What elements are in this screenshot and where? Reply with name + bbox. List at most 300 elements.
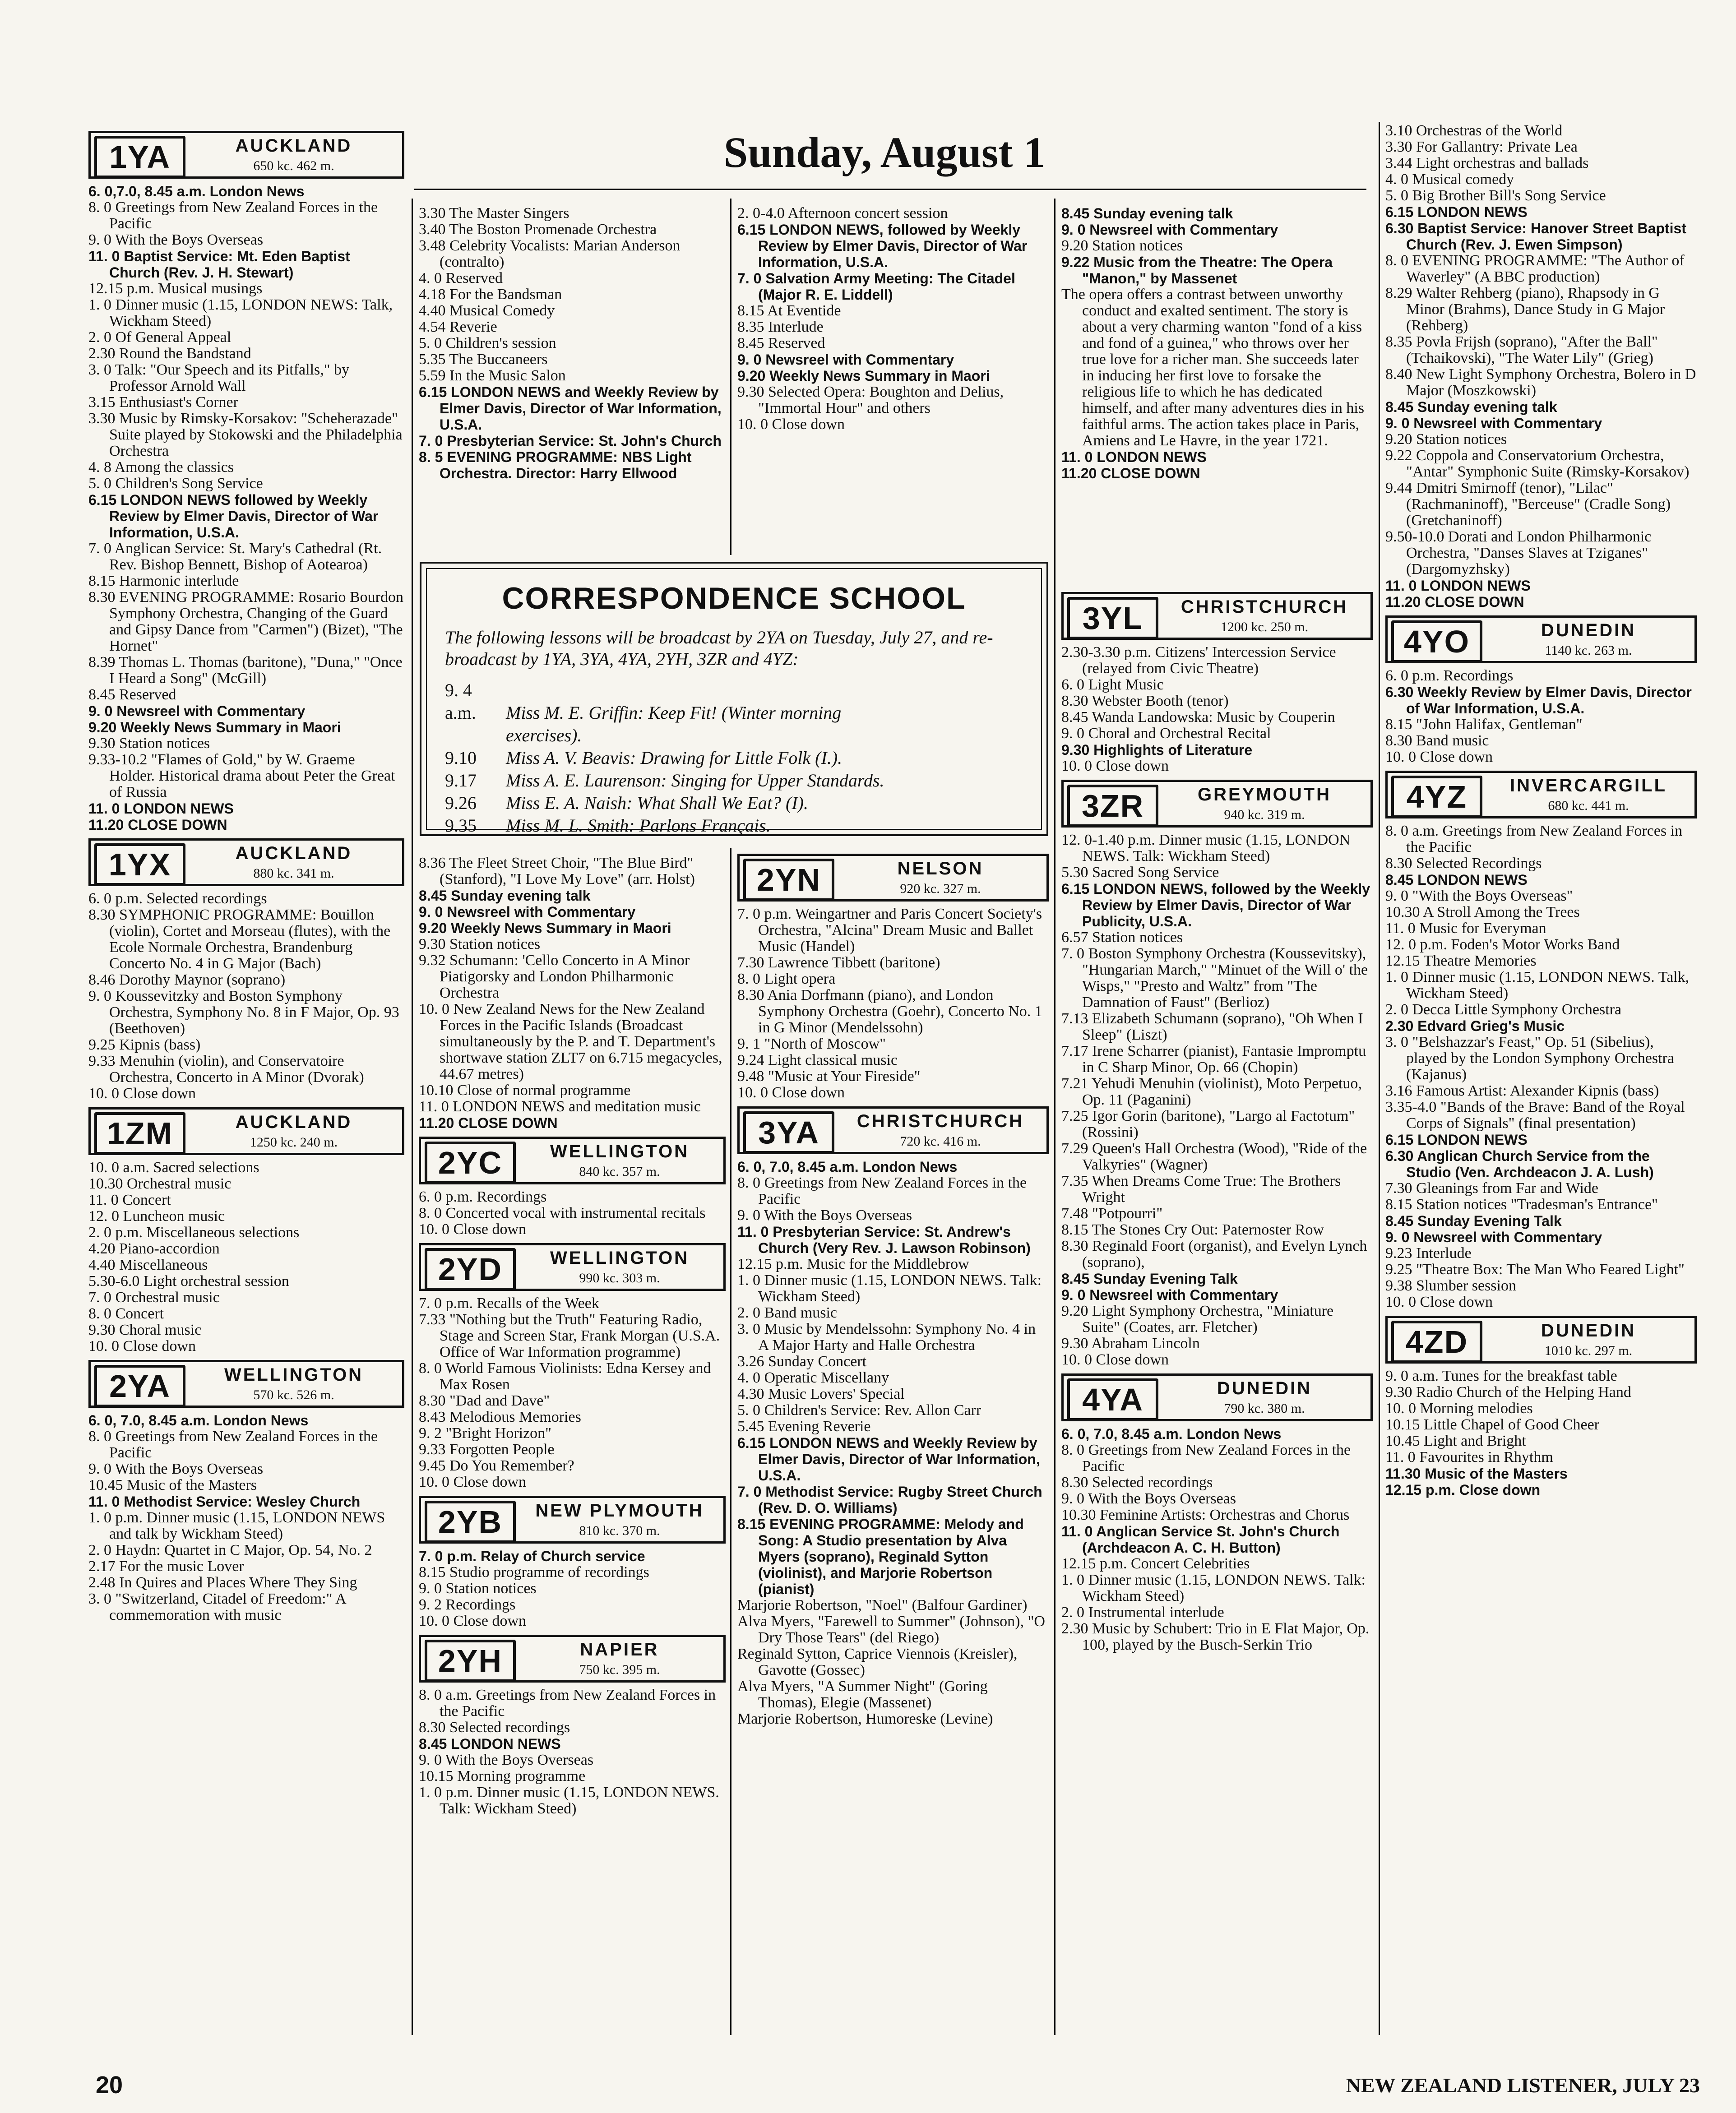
program-entry: 8.30 SYMPHONIC PROGRAMME: Bouillon (violin), Cortet and Morseau (flutes), with the Ecole Normale Orchestra, Brandenburg Concerto No. 4 in G Major (Bach) <box>88 906 391 972</box>
program-entry: 5.45 Evening Reverie <box>737 1418 871 1435</box>
column-divider <box>1054 199 1055 555</box>
program-entry: 10. 0 Close down <box>737 1084 845 1101</box>
program-entry: 8.15 At Eventide <box>737 302 841 319</box>
program-entry: 2.48 In Quires and Places Where They Sing <box>88 1574 357 1591</box>
program-entry: 3.35-4.0 "Bands of the Brave: Band of the Royal Corps of Signals" (final presentation) <box>1385 1099 1685 1132</box>
program-entry: 8.45 Sunday Evening Talk <box>1385 1213 1562 1229</box>
program-entry: 4. 0 Musical comedy <box>1385 171 1514 188</box>
program-entry: 11. 0 Methodist Service: Wesley Church <box>88 1493 361 1510</box>
program-entry: 10.10 Close of normal programme <box>419 1082 631 1099</box>
program-entry: 11. 0 LONDON NEWS <box>1061 449 1207 465</box>
program-list-2yc <box>419 1189 726 1238</box>
program-entry: 9.30 Station notices <box>419 936 541 952</box>
program-entry: 8.45 Sunday evening talk <box>1061 205 1233 222</box>
program-entry: 1. 0 p.m. Dinner music (1.15, LONDON NEWS and talk by Wickham Steed) <box>88 1509 385 1542</box>
lesson-line <box>445 747 1023 769</box>
program-entry: 2.30 Edvard Grieg's Music <box>1385 1018 1565 1034</box>
station-city: WELLINGTON <box>550 1248 690 1268</box>
program-entry: 8.15 "John Halifax, Gentleman" <box>1385 716 1583 733</box>
station-header-4yo <box>1385 615 1697 663</box>
program-entry: 9.44 Dmitri Smirnoff (tenor), "Lilac" (Rachmaninoff), "Berceuse" (Cradle Song) (Gretchaninoff) <box>1385 480 1671 529</box>
page-number: 20 <box>96 2071 123 2099</box>
program-entry: 6. 0,7.0, 8.45 a.m. London News <box>88 183 305 199</box>
program-entry: 11. 0 Music for Everyman <box>1385 920 1546 937</box>
program-entry: 7.17 Irene Scharrer (pianist), Fantasie Impromptu in C Sharp Minor, Op. 66 (Chopin) <box>1061 1043 1366 1076</box>
program-entry: 8.45 LONDON NEWS <box>1385 872 1528 888</box>
program-entry: 9. 0 Newsreel with Commentary <box>1385 1229 1602 1245</box>
program-entry: 1. 0 Dinner music (1.15, LONDON NEWS. Talk: Wickham Steed) <box>737 1272 1042 1305</box>
program-entry: 8.30 Band music <box>1385 732 1489 749</box>
program-entry: 10.15 Little Chapel of Good Cheer <box>1385 1416 1600 1433</box>
station-header-3ya <box>737 1106 1049 1154</box>
program-entry: 7. 0 Presbyterian Service: St. John's Church <box>419 433 722 449</box>
program-entry: 9.30 Abraham Lincoln <box>1061 1335 1200 1352</box>
program-entry: 9. 0 Newsreel with Commentary <box>1061 222 1278 238</box>
program-entry: 8.30 Selected recordings <box>1061 1474 1213 1491</box>
program-list-2ya-cont <box>419 205 726 481</box>
column-divider <box>1054 555 1055 2035</box>
program-entry: 2.30 Music by Schubert: Trio in E Flat Major, Op. 100, played by the Busch-Serkin Trio <box>1061 1620 1370 1653</box>
station-frequency: 1010 kc. 297 m. <box>1544 1343 1633 1358</box>
station-frequency: 750 kc. 395 m. <box>579 1662 660 1677</box>
program-entry: 2. 0 Decca Little Symphony Orchestra <box>1385 1001 1622 1018</box>
program-entry: 3.30 The Master Singers <box>419 205 569 222</box>
station-call-sign: 2YB <box>425 1501 516 1543</box>
station-call-sign: 1ZM <box>94 1112 185 1155</box>
station-city: DUNEDIN <box>1541 620 1636 640</box>
program-entry: 9.33 Forgotten People <box>419 1441 555 1458</box>
lesson-line <box>445 769 1023 792</box>
program-entry: 4. 0 Reserved <box>419 270 503 287</box>
program-list-4ya-cont <box>1385 123 1697 610</box>
program-entry: 6.30 Anglican Church Service from the Studio (Ven. Archdeacon J. A. Lush) <box>1385 1148 1654 1180</box>
lesson-time: 9.17 <box>445 770 477 791</box>
program-entry: 4.20 Piano-accordion <box>88 1240 220 1257</box>
program-entry: 8.15 The Stones Cry Out: Paternoster Row <box>1061 1221 1324 1238</box>
program-entry: 6.30 Baptist Service: Hanover Street Baptist Church (Rev. J. Ewen Simpson) <box>1385 220 1686 253</box>
station-city: NEW PLYMOUTH <box>535 1501 704 1521</box>
program-entry: 6.15 LONDON NEWS <box>1385 204 1528 220</box>
station-call-sign: 2YD <box>425 1248 516 1290</box>
page-heading: Sunday, August 1 <box>723 128 1046 176</box>
program-entry: 1. 0 Dinner music (1.15, LONDON NEWS. Talk, Wickham Steed) <box>1385 969 1690 1002</box>
heading-rule <box>414 189 1366 190</box>
station-call-sign: 4YA <box>1067 1378 1158 1421</box>
program-entry: 9.30 Selected Opera: Boughton and Delius, "Immortal Hour" and others <box>737 384 1004 416</box>
column-4-top <box>1061 205 1373 481</box>
station-call-sign: 3YL <box>1067 597 1158 639</box>
program-entry: 11. 0 Baptist Service: Mt. Eden Baptist Church (Rev. J. H. Stewart) <box>88 248 350 281</box>
program-entry: 10. 0 Close down <box>1385 749 1493 765</box>
correspondence-school-box <box>420 562 1048 836</box>
program-entry: 11.30 Music of the Masters <box>1385 1466 1568 1482</box>
program-entry: 9.25 "Theatre Box: The Man Who Feared Light" <box>1385 1261 1685 1278</box>
station-frequency: 570 kc. 526 m. <box>253 1387 334 1402</box>
program-entry: 11.20 CLOSE DOWN <box>88 817 227 833</box>
program-entry: 4.30 Music Lovers' Special <box>737 1386 905 1402</box>
program-entry: 12.15 p.m. Musical musings <box>88 280 263 297</box>
program-entry: 12.15 p.m. Music for the Middlebrow <box>737 1256 969 1272</box>
program-entry: 7. 0 Anglican Service: St. Mary's Cathedral (Rt. Rev. Bishop Bennett, Bishop of Aotearoa) <box>88 540 382 573</box>
program-entry: 9. 0 Choral and Orchestral Recital <box>1061 725 1271 742</box>
program-entry: 7.21 Yehudi Menuhin (violinist), Moto Perpetuo, Op. 11 (Paganini) <box>1061 1075 1362 1108</box>
program-entry: 8.45 Sunday evening talk <box>419 888 591 904</box>
program-entry: 8.45 Reserved <box>88 686 176 703</box>
program-entry: 8. 0 Greetings from New Zealand Forces in the Pacific <box>1061 1442 1351 1475</box>
lesson-continuation: exercises). <box>506 725 582 745</box>
station-header-4zd <box>1385 1316 1697 1364</box>
program-entry: 2. 0 Band music <box>737 1304 837 1321</box>
program-entry: 7. 0 p.m. Recalls of the Week <box>419 1295 599 1312</box>
program-entry: 7.48 "Potpourri" <box>1061 1205 1163 1222</box>
program-entry: 8.35 Povla Frijsh (soprano), "After the Ball" (Tchaikovski), "The Water Lily" (Grieg) <box>1385 333 1658 366</box>
program-entry: 4.54 Reverie <box>419 319 497 335</box>
program-list-3ya <box>737 1159 1049 1727</box>
program-entry: 8.45 Reserved <box>737 335 825 351</box>
program-entry: 11. 0 LONDON NEWS <box>88 800 234 817</box>
program-entry: 8. 5 EVENING PROGRAMME: NBS Light Orchestra. Director: Harry Ellwood <box>419 449 692 481</box>
station-city: DUNEDIN <box>1217 1378 1312 1398</box>
station-header-1zm <box>88 1107 404 1155</box>
program-entry: 3. 0 "Belshazzar's Feast," Op. 51 (Sibelius), played by the London Symphony Orchestra (Kajanus) <box>1385 1034 1674 1083</box>
program-entry: 8.15 EVENING PROGRAMME: Melody and Song: A Studio presentation by Alva Myers (soprano), Reginald Sytton (violinist), and Marjorie Robertson (pianist) <box>737 1516 1024 1597</box>
program-entry: 8. 0 Greetings from New Zealand Forces in the Pacific <box>88 199 378 232</box>
lesson-title: Miss A. E. Laurenson: Singing for Upper Standards. <box>506 770 884 791</box>
program-entry: 9.38 Slumber session <box>1385 1277 1516 1294</box>
program-entry: 8. 0 EVENING PROGRAMME: "The Author of Waverley" (A BBC production) <box>1385 252 1685 285</box>
program-entry: 5.59 In the Music Salon <box>419 367 566 384</box>
program-entry: 6. 0 p.m. Selected recordings <box>88 890 267 907</box>
program-entry: 7.25 Igor Gorin (baritone), "Largo al Factotum" (Rossini) <box>1061 1108 1355 1141</box>
station-header-2ya <box>88 1360 404 1408</box>
program-entry: 3.26 Sunday Concert <box>737 1353 867 1370</box>
station-frequency: 840 kc. 357 m. <box>579 1164 660 1179</box>
program-entry: 3.30 For Gallantry: Private Lea <box>1385 139 1578 155</box>
program-entry: 9.30 Choral music <box>88 1322 202 1338</box>
program-entry: 10. 0 New Zealand News for the New Zealand Forces in the Pacific Islands (Broadcast simultaneously by the P. and T. Department's shortwave station ZLT7 on 6.715 megacycles, 44.67 metres) <box>419 1001 722 1082</box>
program-entry: 7. 0 p.m. Relay of Church service <box>419 1548 645 1564</box>
program-entry: 11. 0 LONDON NEWS and meditation music <box>419 1098 701 1115</box>
lesson-line <box>445 792 1023 814</box>
program-entry: 8.30 Webster Booth (tenor) <box>1061 693 1229 709</box>
program-entry: 1. 0 Dinner music (1.15, LONDON NEWS: Talk, Wickham Steed) <box>88 296 393 329</box>
program-entry: 4.40 Miscellaneous <box>88 1257 208 1273</box>
program-entry: 7.30 Gleanings from Far and Wide <box>1385 1180 1599 1197</box>
program-entry: 3.15 Enthusiast's Corner <box>88 394 238 411</box>
station-call-sign: 3YA <box>743 1111 834 1154</box>
station-city: NAPIER <box>580 1640 659 1660</box>
program-entry: 3. 0 Talk: "Our Speech and its Pitfalls," by Professor Arnold Wall <box>88 361 350 394</box>
program-entry: 5. 0 Big Brother Bill's Song Service <box>1385 187 1606 204</box>
program-entry: 6.15 LONDON NEWS, followed by the Weekly Review by Elmer Davis, Director of War Publicity, U.S.A. <box>1061 881 1370 929</box>
program-entry: 10.15 Morning programme <box>419 1768 586 1785</box>
program-entry: 9. 0 Newsreel with Commentary <box>737 351 954 368</box>
station-header-2yh <box>419 1635 726 1683</box>
station-frequency: 920 kc. 327 m. <box>900 881 981 896</box>
program-entry: 6. 0, 7.0, 8.45 a.m. London News <box>88 1412 309 1429</box>
program-entry: 10. 0 Close down <box>737 416 845 433</box>
program-entry: 9.48 "Music at Your Fireside" <box>737 1068 921 1085</box>
column-divider <box>412 199 413 2035</box>
program-entry: 11. 0 LONDON NEWS <box>1385 578 1531 594</box>
lesson-title: Miss M. E. Griffin: Keep Fit! (Winter morning <box>506 703 842 723</box>
program-entry: 8.46 Dorothy Maynor (soprano) <box>88 971 286 988</box>
program-entry: 9.33 Menuhin (violin), and Conservatoire Orchestra, Concerto in A Minor (Dvorak) <box>88 1053 364 1086</box>
program-entry: 9. 0 Newsreel with Commentary <box>1385 415 1602 431</box>
program-entry: 6.15 LONDON NEWS, followed by Weekly Review by Elmer Davis, Director of War Information, U.S.A. <box>737 222 1028 270</box>
program-entry: 8.29 Walter Rehberg (piano), Rhapsody in G Minor (Brahms), Dance Study in G Major (Rehberg) <box>1385 285 1665 334</box>
program-entry: 3.44 Light orchestras and ballads <box>1385 155 1589 171</box>
program-entry: 10.45 Music of the Masters <box>88 1477 257 1493</box>
lesson-line <box>445 679 1023 724</box>
lesson-title: Miss A. V. Beavis: Drawing for Little Folk (I.). <box>506 748 843 768</box>
station-header-4yz <box>1385 771 1697 818</box>
program-entry: 6. 0 p.m. Recordings <box>1385 667 1514 684</box>
program-entry: 5. 0 Children's Service: Rev. Allon Carr <box>737 1402 981 1419</box>
station-frequency: 720 kc. 416 m. <box>900 1134 981 1149</box>
station-call-sign: 1YA <box>94 136 185 178</box>
program-entry: 9.23 Interlude <box>1385 1245 1472 1262</box>
program-entry: 7.33 "Nothing but the Truth" Featuring Radio, Stage and Screen Star, Frank Morgan (U.S.A. Office of War Information programme) <box>419 1311 720 1360</box>
lesson-time: 9.35 <box>445 815 477 836</box>
program-list-2ya <box>88 1412 404 1623</box>
column-divider <box>730 848 731 2035</box>
program-entry: 7.13 Elizabeth Schumann (soprano), "Oh When I Sleep" (Liszt) <box>1061 1010 1363 1043</box>
program-entry: 10.30 A Stroll Among the Trees <box>1385 904 1580 920</box>
program-entry: 9. 0 a.m. Tunes for the breakfast table <box>1385 1368 1617 1384</box>
lesson-line <box>445 814 1023 837</box>
column-divider <box>730 199 731 555</box>
program-entry: 8.43 Melodious Memories <box>419 1409 581 1425</box>
column-4-lower <box>1061 587 1373 1653</box>
station-city: AUCKLAND <box>235 136 352 156</box>
program-entry: 5. 0 Children's session <box>419 335 556 351</box>
program-list-2yd <box>419 1295 726 1490</box>
program-entry: 8.35 Interlude <box>737 319 824 335</box>
program-entry: 12.15 Theatre Memories <box>1385 952 1537 969</box>
program-entry: 8. 0 a.m. Greetings from New Zealand Forces in the Pacific <box>419 1687 716 1720</box>
program-entry: 8.40 New Light Symphony Orchestra, Bolero in D Major (Moszkowski) <box>1385 366 1696 399</box>
program-entry: 8. 0 Greetings from New Zealand Forces in the Pacific <box>88 1428 378 1461</box>
station-city: NELSON <box>897 859 984 878</box>
program-entry: 10.30 Orchestral music <box>88 1175 231 1192</box>
program-entry: 9.25 Kipnis (bass) <box>88 1036 201 1053</box>
program-entry: 5.30 Sacred Song Service <box>1061 864 1219 881</box>
program-entry: 1. 0 Dinner music (1.15, LONDON NEWS. Talk: Wickham Steed) <box>1061 1572 1366 1604</box>
program-entry: 9.50-10.0 Dorati and London Philharmonic Orchestra, "Danses Slaves at Tziganes" (Dargomyzhsky) <box>1385 528 1652 578</box>
program-entry: 10. 0 Close down <box>419 1613 526 1629</box>
program-entry: 8.36 The Fleet Street Choir, "The Blue Bird" (Stanford), "I Love My Love" (arr. Holst) <box>419 855 695 888</box>
program-entry: 9.20 Light Symphony Orchestra, "Miniature Suite" (Coates, arr. Fletcher) <box>1061 1303 1334 1336</box>
station-frequency: 880 kc. 341 m. <box>253 866 334 881</box>
program-entry: 8. 0 Greetings from New Zealand Forces in the Pacific <box>737 1174 1027 1207</box>
program-entry: 6. 0 Light Music <box>1061 676 1164 693</box>
program-list-2yh <box>419 1687 726 1817</box>
program-list-3zr <box>1061 832 1373 1368</box>
program-entry: 11. 0 Anglican Service St. John's Church (Archdeacon A. C. H. Button) <box>1061 1523 1340 1556</box>
station-frequency: 1140 kc. 263 m. <box>1545 643 1632 658</box>
correspondence-title: CORRESPONDENCE SCHOOL <box>502 581 966 615</box>
program-entry: The opera offers a contrast between unworthy conduct and exalted sentiment. The story is about a very charming wanton "fond of a kiss and fond of a guinea," who throws over her true love for a richer man. She succeeds later in inducing her first love to forsake the religious life to which he has dedicated himself, and after many adventures dies in his faithful arms. The action takes place in Paris, Amiens and Le Havre, in the year 1721. <box>1061 286 1365 449</box>
station-call-sign: 3ZR <box>1067 785 1158 827</box>
correspondence-intro: The following lessons will be broadcast by 2YA on Tuesday, July 27, and re-broadcast by 1YA, 3YA, 4YA, 2YH, 3ZR and 4YZ: <box>445 627 993 669</box>
program-entry: 10. 0 Close down <box>1061 758 1169 774</box>
publication-footer: NEW ZEALAND LISTENER, JULY 23 <box>1346 2074 1700 2097</box>
program-entry: 8.45 Sunday evening talk <box>1385 399 1557 415</box>
station-city: AUCKLAND <box>235 843 352 863</box>
program-entry: 6.15 LONDON NEWS and Weekly Review by Elmer Davis, Director of War Information, U.S.A. <box>737 1435 1040 1484</box>
program-entry: 4.18 For the Bandsman <box>419 286 562 303</box>
program-list-2yh-cont <box>737 205 1049 433</box>
program-entry: 12. 0-1.40 p.m. Dinner music (1.15, LONDON NEWS. Talk: Wickham Steed) <box>1061 832 1351 865</box>
station-city: CHRISTCHURCH <box>1180 597 1348 617</box>
program-entry: 4. 0 Operatic Miscellany <box>737 1369 889 1386</box>
program-entry: 8. 0 Concerted vocal with instrumental recitals <box>419 1205 706 1221</box>
station-frequency: 1200 kc. 250 m. <box>1220 620 1309 634</box>
program-entry: 11.20 CLOSE DOWN <box>1061 465 1200 481</box>
station-city: WELLINGTON <box>550 1142 690 1161</box>
lesson-title: Miss E. A. Naish: What Shall We Eat? (I). <box>506 793 808 813</box>
program-entry: 8. 0 Light opera <box>737 971 836 987</box>
station-city: DUNEDIN <box>1541 1321 1636 1341</box>
program-entry: 2.30-3.30 p.m. Citizens' Intercession Service (relayed from Civic Theatre) <box>1061 644 1336 677</box>
program-entry: 9.24 Light classical music <box>737 1052 898 1068</box>
program-entry: 7.29 Queen's Hall Orchestra (Wood), "Ride of the Valkyries" (Wagner) <box>1061 1140 1367 1173</box>
column-2-top <box>419 205 726 481</box>
program-entry: 9. 2 "Bright Horizon" <box>419 1425 552 1442</box>
program-entry: 7.35 When Dreams Come True: The Brothers Wright <box>1061 1173 1341 1206</box>
program-entry: 9. 0 Station notices <box>419 1580 537 1597</box>
station-frequency: 650 kc. 462 m. <box>253 158 334 173</box>
station-frequency: 1250 kc. 240 m. <box>250 1135 338 1150</box>
program-entry: 7. 0 Methodist Service: Rugby Street Church (Rev. D. O. Williams) <box>737 1484 1042 1516</box>
program-list-2ya-evening <box>419 855 726 1131</box>
station-city: GREYMOUTH <box>1198 785 1331 805</box>
program-list-1ya <box>88 183 404 833</box>
program-entry: 9. 0 Koussevitzky and Boston Symphony Orchestra, Symphony No. 8 in F Major, Op. 93 (Beethoven) <box>88 988 399 1037</box>
program-entry: 10. 0 Morning melodies <box>1385 1400 1533 1417</box>
program-entry: 3. 0 Music by Mendelssohn: Symphony No. 4 in A Major Harty and Halle Orchestra <box>737 1321 1036 1354</box>
column-divider <box>1379 122 1380 2035</box>
program-entry: 10. 0 Close down <box>88 1085 196 1102</box>
station-header-2yd <box>419 1243 726 1291</box>
program-entry: 2. 0 p.m. Miscellaneous selections <box>88 1224 300 1241</box>
program-entry: 10. 0 a.m. Sacred selections <box>88 1159 259 1176</box>
station-call-sign: 2YN <box>743 859 834 901</box>
program-entry: 12.15 p.m. Close down <box>1385 1482 1541 1498</box>
program-entry: 8.30 Reginald Foort (organist), and Evelyn Lynch (soprano), <box>1061 1238 1367 1271</box>
program-entry: 6.15 LONDON NEWS followed by Weekly Review by Elmer Davis, Director of War Information, U.S.A. <box>88 492 379 541</box>
station-header-2yc <box>419 1137 726 1184</box>
program-entry: 9.22 Music from the Theatre: The Opera "Manon," by Massenet <box>1061 254 1333 287</box>
station-header-3yl <box>1061 592 1373 640</box>
program-entry: 8.45 Wanda Landowska: Music by Couperin <box>1061 709 1335 726</box>
program-entry: 9. 0 Newsreel with Commentary <box>419 904 636 920</box>
program-entry: 10. 0 Close down <box>1061 1351 1169 1368</box>
program-entry: 3.40 The Boston Promenade Orchestra <box>419 221 657 238</box>
program-entry: 8.15 Studio programme of recordings <box>419 1564 649 1581</box>
program-entry: 9.30 Radio Church of the Helping Hand <box>1385 1384 1631 1401</box>
program-entry: 8.30 EVENING PROGRAMME: Rosario Bourdon Symphony Orchestra, Changing of the Guard and Gipsy Dance from "Carmen") (Bizet), "The Hornet" <box>88 589 403 654</box>
program-entry: 9. 0 With the Boys Overseas <box>1061 1490 1236 1507</box>
program-entry: 11. 0 Presbyterian Service: St. Andrew's Church (Very Rev. J. Lawson Robinson) <box>737 1224 1031 1256</box>
station-frequency: 810 kc. 370 m. <box>579 1523 660 1538</box>
program-entry: 3.16 Famous Artist: Alexander Kipnis (bass) <box>1385 1082 1659 1099</box>
program-list-3yl <box>1061 644 1373 774</box>
program-entry: Alva Myers, "A Summer Night" (Goring Thomas), Elegie (Massenet) <box>737 1678 988 1711</box>
program-entry: 8.30 Ania Dorfmann (piano), and London Symphony Orchestra (Goehr), Concerto No. 1 in G Minor (Mendelssohn) <box>737 987 1042 1036</box>
program-list-2yn <box>737 906 1049 1101</box>
station-call-sign: 4ZD <box>1391 1321 1482 1363</box>
program-entry: Alva Myers, "Farewell to Summer" (Johnson), "O Dry Those Tears" (del Riego) <box>737 1613 1045 1646</box>
program-entry: 11.20 CLOSE DOWN <box>419 1115 558 1131</box>
program-entry: 7. 0 p.m. Weingartner and Paris Concert Society's Orchestra, "Alcina" Dream Music and Ballet Music (Handel) <box>737 906 1042 955</box>
column-1 <box>88 125 404 1623</box>
program-list-4zd <box>1385 1368 1697 1498</box>
program-entry: Marjorie Robertson, Humoreske (Levine) <box>737 1711 993 1727</box>
program-list-2yb <box>419 1548 726 1629</box>
program-entry: 2.17 For the music Lover <box>88 1558 244 1575</box>
program-entry: 8. 0 a.m. Greetings from New Zealand Forces in the Pacific <box>1385 823 1683 855</box>
program-entry: 2. 0 Haydn: Quartet in C Major, Op. 54, No. 2 <box>88 1542 372 1558</box>
column-2-lower <box>419 855 726 1817</box>
program-entry: 10.45 Light and Bright <box>1385 1433 1526 1449</box>
program-list-1zm <box>88 1160 404 1355</box>
program-list-4ya <box>1061 1426 1373 1653</box>
station-header-2yn <box>737 854 1049 902</box>
program-entry: 10. 0 Close down <box>1385 1294 1493 1310</box>
program-entry: 9. 0 With the Boys Overseas <box>419 1752 594 1768</box>
lesson-time: 9. 4 a.m. <box>445 680 476 723</box>
program-entry: 6.15 LONDON NEWS and Weekly Review by Elmer Davis, Director of War Information, U.S.A. <box>419 384 722 433</box>
program-entry: 7. 0 Boston Symphony Orchestra (Koussevitsky), "Hungarian March," "Minuet of the Will o' the Wisps," "Presto and Waltz" from "The Damnation of Faust" (Berlioz) <box>1061 945 1368 1011</box>
program-entry: 8.15 Harmonic interlude <box>88 573 239 589</box>
program-entry: 3.10 Orchestras of the World <box>1385 122 1563 139</box>
program-entry: 9.22 Coppola and Conservatorium Orchestra, "Antar" Symphonic Suite (Rimsky-Korsakov) <box>1385 447 1690 480</box>
program-entry: 5. 0 Children's Song Service <box>88 475 263 492</box>
station-frequency: 680 kc. 441 m. <box>1548 798 1629 813</box>
station-city: INVERCARGILL <box>1510 776 1667 795</box>
program-entry: 9.20 Weekly News Summary in Maori <box>737 368 990 384</box>
program-entry: 5.35 The Buccaneers <box>419 351 548 368</box>
station-header-3zr <box>1061 780 1373 828</box>
station-city: CHRISTCHURCH <box>856 1111 1024 1131</box>
program-entry: 12. 0 Luncheon music <box>88 1208 225 1225</box>
program-entry: 10.30 Feminine Artists: Orchestras and Chorus <box>1061 1507 1350 1523</box>
program-entry: 9.45 Do You Remember? <box>419 1457 574 1474</box>
program-entry: 8.30 "Dad and Dave" <box>419 1392 550 1409</box>
station-frequency: 790 kc. 380 m. <box>1224 1401 1305 1416</box>
station-call-sign: 4YZ <box>1391 776 1482 818</box>
program-list-3ya-cont <box>1061 205 1373 481</box>
program-entry: 8.45 Sunday Evening Talk <box>1061 1271 1238 1287</box>
station-call-sign: 2YH <box>425 1640 516 1682</box>
program-entry: 3. 0 "Switzerland, Citadel of Freedom:" A commemoration with music <box>88 1591 346 1623</box>
column-3-lower <box>737 848 1049 1727</box>
program-entry: 9. 0 Newsreel with Commentary <box>88 703 306 719</box>
station-call-sign: 2YC <box>425 1142 516 1184</box>
station-call-sign: 1YX <box>94 843 185 886</box>
program-entry: 9.20 Weekly News Summary in Maori <box>419 920 671 936</box>
program-entry: 2. 0-4.0 Afternoon concert session <box>737 205 948 222</box>
program-list-4yz <box>1385 823 1697 1310</box>
program-list-1yx <box>88 891 404 1102</box>
program-entry: 6. 0 p.m. Recordings <box>419 1188 547 1205</box>
station-call-sign: 4YO <box>1391 620 1482 663</box>
program-entry: 9.20 Station notices <box>1385 431 1507 448</box>
program-entry: 6. 0, 7.0, 8.45 a.m. London News <box>1061 1426 1282 1442</box>
program-entry: 3.48 Celebrity Vocalists: Marian Anderson (contralto) <box>419 237 681 270</box>
